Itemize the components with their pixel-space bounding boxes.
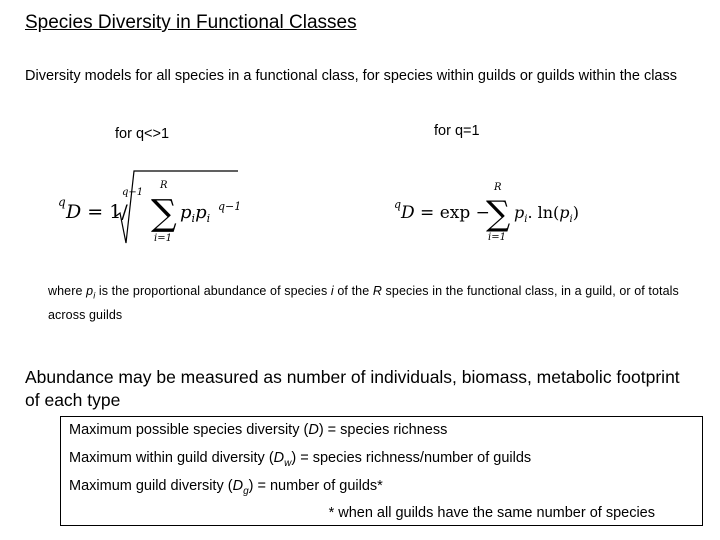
abundance-text: Abundance may be measured as number of individuals, biomass, metabolic footprint of each type [25,367,680,410]
left-formula-label: for q<>1 [115,126,170,142]
formula-exponent: q−1 [218,200,242,213]
sum-upper-limit: R [494,182,502,193]
formula-q-superscript: q [394,198,402,211]
sum-lower-limit: i=1 [154,233,172,244]
formula-term: $p_i$. $\ln(p_i)$ [514,203,579,225]
footnote-text: * when all guilds have the same number of species [328,505,655,521]
formula-lhs: D = exp − [401,203,490,223]
summation-sign: ∑ [486,194,511,234]
formula-lhs: D = 1/ [66,201,128,223]
max-species-diversity-line: Maximum possible species diversity (D) = species richness [69,422,448,438]
max-within-guild-diversity-line: Maximum within guild diversity $(D_w)$ = species richness/number of guilds [69,450,532,469]
sum-upper-limit: R [160,180,168,191]
definition-text: where $p_i$ is the proportional abundance of species i of the R species in the functional class, in a guild, or of totals across guilds [48,284,679,322]
diversity-formula-q-not-1 [56,168,256,248]
intro-text: Diversity models for all species in a functional class, for species within guilds or guilds within the class [25,68,677,84]
page-title: Species Diversity in Functional Classes [25,12,357,33]
formula-term: $p_ip_i$ [180,202,211,225]
maximum-diversity-box [60,416,703,526]
diversity-formula-q-equals-1 [390,172,590,247]
formula-q-superscript: q [58,195,66,209]
max-guild-diversity-line: Maximum guild diversity $(D_g)$ = number of guilds* [69,478,383,497]
sum-lower-limit: i=1 [488,232,506,243]
summation-sign: ∑ [151,193,177,234]
right-formula-label: for q=1 [434,123,480,139]
formula-root-index: q−1 [122,187,144,198]
